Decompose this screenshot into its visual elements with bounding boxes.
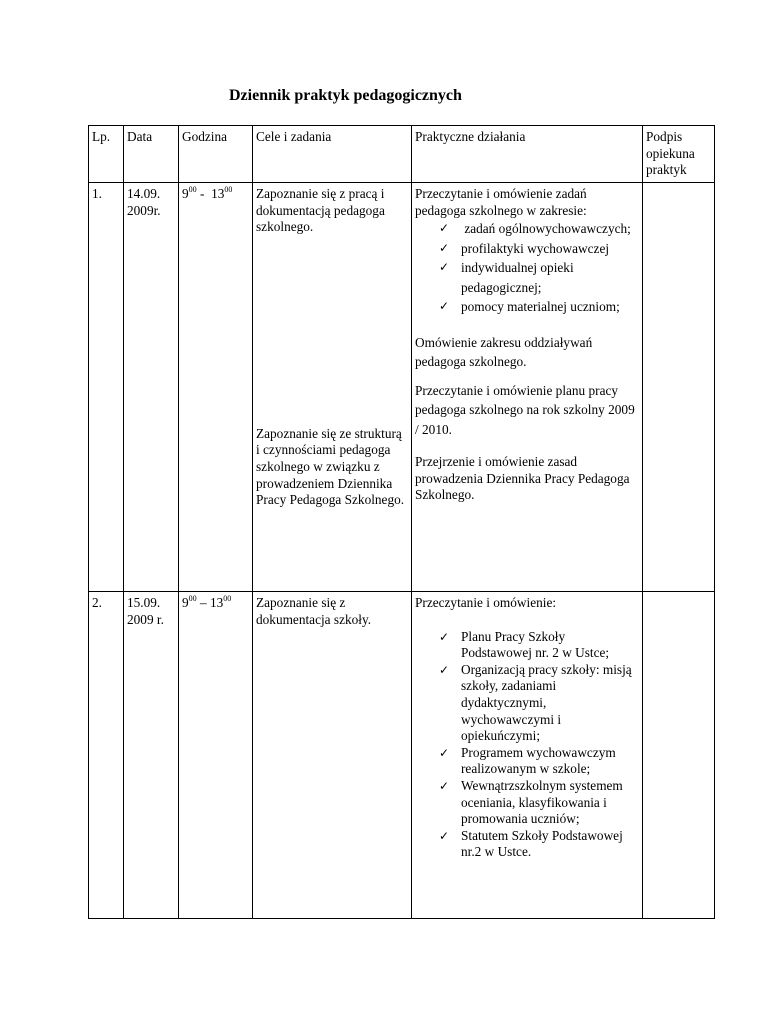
row1-act-list [415,219,639,317]
row2-time-start-hour: 9 [182,595,189,610]
row1-date: 14.09. 2009r. [124,183,179,592]
header-podpis: Podpis opiekuna praktyk [643,126,715,183]
row2-act-list [415,629,639,861]
row2-time-end-min: 00 [223,593,232,603]
row1-activities [412,183,643,592]
row2-signature [643,592,715,919]
row2-activities [412,592,643,919]
row1-time-end-min: 00 [224,184,233,194]
row1-act-p2: Omówienie zakresu oddziaływań pedagoga szkolnego. [415,334,593,370]
table-header-row [89,126,715,183]
table-row [89,183,715,592]
list-item: ✓ Organizacją pracy szkoły: misją szkoły, zadaniami dydaktycznymi, wychowawczymi i opiekuńczymi; [439,662,639,745]
practice-log-table [88,125,715,919]
row1-goals [253,183,412,592]
row2-act-intro: Przeczytanie i omówienie: [415,595,557,610]
header-data: Data [124,126,179,183]
row1-act-p4: Przejrzenie i omówienie zasad prowadzenia Dziennika Pracy Pedagoga Szkolnego. [415,454,630,503]
row2-goals [253,592,412,919]
row2-lp: 2. [89,592,124,919]
row1-goal-2: Zapoznanie się ze strukturą i czynnościami pedagoga szkolnego w związku z prowadzeniem Dziennika Pracy Pedagoga Szkolnego. [256,425,405,508]
row1-time [179,183,253,592]
row1-time-end-hour: 13 [211,186,225,201]
list-item: ✓ Programem wychowawczym realizowanym w szkole; [439,745,639,778]
table-row [89,592,715,919]
list-item: ✓ Planu Pracy Szkoły Podstawowej nr. 2 w Ustce; [439,629,639,662]
row2-time-sep: – [196,595,210,610]
row1-goal-1: Zapoznanie się z pracą i dokumentacją pedagoga szkolnego. [256,186,385,235]
list-item: ✓ zadań ogólnowychowawczych; [439,219,639,239]
list-item: ✓ pomocy materialnej uczniom; [439,297,639,317]
row2-goal-1: Zapoznanie się z dokumentacja szkoły. [256,595,372,627]
header-godzina: Godzina [179,126,253,183]
row2-time [179,592,253,919]
row1-lp: 1. [89,183,124,592]
list-item: ✓ indywidualnej opieki pedagogicznej; [439,258,639,297]
row1-time-start-hour: 9 [182,186,189,201]
header-dzialania: Praktyczne działania [412,126,643,183]
row2-time-end-hour: 13 [209,595,224,610]
row1-time-sep: - [196,186,212,201]
row2-time-start-min: 00 [188,593,197,603]
header-lp: Lp. [89,126,124,183]
row1-act-p3: Przeczytanie i omówienie planu pracy pedagoga szkolnego na rok szkolny 2009 / 2010. [415,382,635,437]
row1-act-intro: Przeczytanie i omówienie zadań pedagoga szkolnego w zakresie: [415,186,587,218]
list-item: ✓ Statutem Szkoły Podstawowej nr.2 w Ustce. [439,828,639,861]
page-title: Dziennik praktyk pedagogicznych [229,87,462,104]
row2-date: 15.09. 2009 r. [124,592,179,919]
header-cele: Cele i zadania [253,126,412,183]
list-item: ✓ Wewnątrzszkolnym systemem oceniania, klasyfikowania i promowania uczniów; [439,778,639,828]
list-item: ✓ profilaktyki wychowawczej [439,239,639,259]
row1-time-start-min: 00 [188,184,197,194]
row1-signature [643,183,715,592]
